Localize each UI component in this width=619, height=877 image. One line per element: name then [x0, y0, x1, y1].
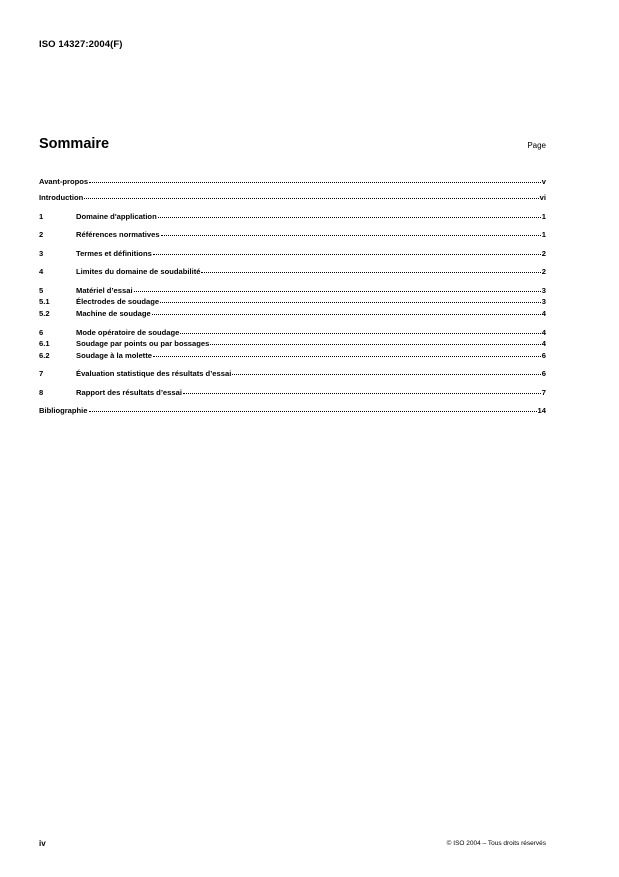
- toc-entry-title: Mode opératoire de soudage: [76, 328, 180, 337]
- toc-entry[interactable]: [39, 192, 546, 203]
- toc-leader-dots: [232, 367, 540, 375]
- toc-entry-number: 6.1: [39, 339, 50, 348]
- toc-title: Sommaire: [39, 136, 110, 152]
- toc-entry-number: 2: [39, 230, 44, 239]
- toc-leader-dots: [134, 284, 541, 292]
- toc-entry-page: v: [541, 177, 546, 186]
- toc-leader-dots: [158, 210, 541, 218]
- page-number: iv: [39, 839, 46, 848]
- toc-entry-title: Matériel d’essai: [76, 286, 133, 295]
- toc-entry[interactable]: [39, 338, 546, 349]
- toc-entry-page: 3: [541, 286, 546, 295]
- toc-entry-title: Domaine d'application: [76, 212, 157, 221]
- toc-entry-title: Introduction: [39, 193, 84, 202]
- toc-entry-title: Électrodes de soudage: [76, 297, 160, 306]
- toc-entry-page: vi: [539, 193, 546, 202]
- toc-entry-page: 14: [537, 406, 546, 415]
- toc-entry-page: 1: [541, 212, 546, 221]
- toc-entry-number: 3: [39, 249, 44, 258]
- toc-entry-number: 6.2: [39, 351, 50, 360]
- toc-entry-number: 5.1: [39, 297, 50, 306]
- toc-leader-dots: [153, 247, 541, 255]
- toc-leader-dots: [180, 326, 540, 334]
- toc-entry-number: 8: [39, 388, 44, 397]
- toc-leader-dots: [201, 265, 540, 273]
- toc-entry-title: Bibliographie: [39, 406, 88, 415]
- toc-entry[interactable]: [39, 176, 546, 187]
- toc-entry-title: Limites du domaine de soudabilité: [76, 267, 201, 276]
- toc-entry[interactable]: [39, 211, 546, 222]
- toc-entry[interactable]: [39, 266, 546, 277]
- toc-entry-title: Soudage par points ou par bossages: [76, 339, 210, 348]
- toc-entry[interactable]: [39, 350, 546, 361]
- toc-entry-page: 3: [541, 297, 546, 306]
- toc-leader-dots: [183, 386, 541, 394]
- toc-entry-page: 6: [541, 351, 546, 360]
- toc-entry-number: 1: [39, 212, 44, 221]
- toc-entry-number: 5.2: [39, 309, 50, 318]
- toc-entry-page: 1: [541, 230, 546, 239]
- toc-entry-number: 6: [39, 328, 44, 337]
- toc-entry-number: 7: [39, 369, 44, 378]
- toc-entry-number: 4: [39, 267, 44, 276]
- toc-entry-title: Avant-propos: [39, 177, 89, 186]
- copyright-notice: © ISO 2004 – Tous droits réservés: [446, 840, 546, 847]
- toc-entry-title: Rapport des résultats d’essai: [76, 388, 182, 397]
- toc-leader-dots: [161, 228, 541, 236]
- toc-entry[interactable]: [39, 248, 546, 259]
- toc-entry-title: Évaluation statistique des résultats d’essai: [76, 369, 232, 378]
- toc-entry-title: Termes et définitions: [76, 249, 152, 258]
- toc-entry[interactable]: [39, 405, 546, 416]
- toc-leader-dots: [89, 175, 541, 183]
- toc-leader-dots: [153, 349, 541, 357]
- toc-entry-page: 2: [541, 267, 546, 276]
- toc-leader-dots: [89, 404, 537, 412]
- toc-entry[interactable]: [39, 387, 546, 398]
- toc-entry-title: Références normatives: [76, 230, 160, 239]
- toc-leader-dots: [152, 307, 541, 315]
- toc-leader-dots: [210, 337, 540, 345]
- toc-entry-page: 4: [541, 328, 546, 337]
- toc-leader-dots: [160, 295, 541, 303]
- toc-entry-page: 2: [541, 249, 546, 258]
- toc-entry-page: 4: [541, 309, 546, 318]
- toc-entry-number: 5: [39, 286, 44, 295]
- toc-entry-title: Machine de soudage: [76, 309, 151, 318]
- toc-entry[interactable]: [39, 296, 546, 307]
- toc-leader-dots: [84, 191, 538, 199]
- toc-entry[interactable]: [39, 308, 546, 319]
- toc-entry-title: Soudage à la molette: [76, 351, 152, 360]
- toc-entry[interactable]: [39, 229, 546, 240]
- document-id: ISO 14327:2004(F): [39, 39, 123, 50]
- toc-entry[interactable]: [39, 368, 546, 379]
- toc-entry-page: 7: [541, 388, 546, 397]
- table-of-contents: [39, 0, 546, 877]
- toc-entry-page: 4: [541, 339, 546, 348]
- toc-entry-page: 6: [541, 369, 546, 378]
- toc-page-label: Page: [527, 141, 546, 150]
